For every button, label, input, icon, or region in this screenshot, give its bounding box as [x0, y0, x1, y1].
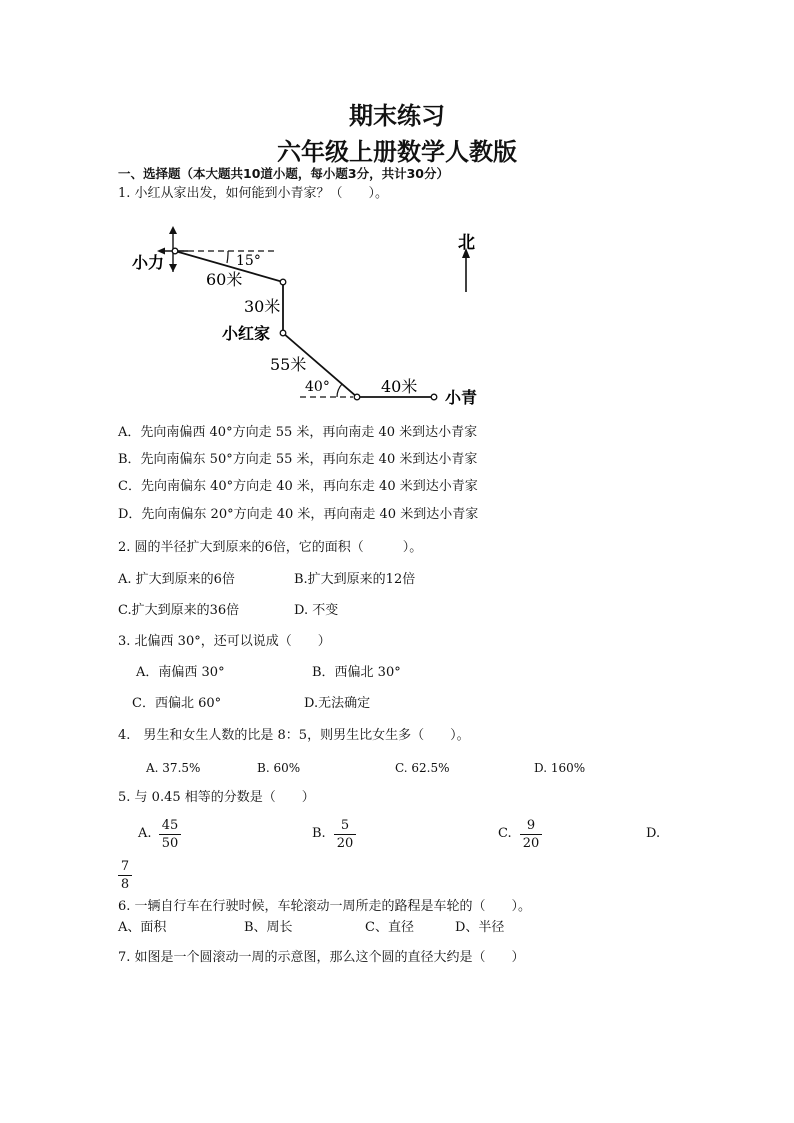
- xiaoli-up-arrowhead: [169, 226, 177, 234]
- angle-40-arc: [337, 384, 342, 397]
- q5-d-numerator: 7: [120, 859, 130, 874]
- q3-option-a: A．南偏西 30°: [136, 665, 225, 680]
- node-xiaoli: [172, 248, 178, 254]
- label-xiaoli: 小力: [132, 253, 165, 272]
- node-turn2: [354, 394, 360, 400]
- q6-option-c: C、直径: [365, 920, 414, 935]
- q6-option-a: A、面积: [118, 920, 167, 935]
- q4-option-a: A. 37.5%: [146, 761, 201, 775]
- q1-option-c: C．先向南偏东 40°方向走 40 米，再向东走 40 米到达小青家: [118, 479, 478, 494]
- q5-c-denominator: 20: [520, 834, 542, 852]
- q4-option-d: D. 160%: [534, 761, 586, 775]
- q1-stem: 1. 小红从家出发，如何能到小青家？（ ）。: [118, 186, 389, 201]
- q5-option-c-label: C.: [498, 826, 512, 841]
- q4-stem: 4. 男生和女生人数的比是 8：5，则男生比女生多（ ）。: [118, 728, 470, 743]
- q5-b-denominator: 20: [334, 834, 356, 852]
- page-title: 期末练习: [349, 102, 445, 130]
- node-xiaohong: [280, 330, 286, 336]
- q5-stem: 5. 与 0.45 相等的分数是（ ）: [118, 790, 315, 805]
- q5-fraction-b: [334, 817, 356, 852]
- angle-15-arc: [227, 251, 228, 263]
- q2-option-c: C.扩大到原来的36倍: [118, 603, 240, 618]
- q5-a-denominator: 50: [159, 834, 181, 852]
- q5-a-numerator: 45: [161, 818, 179, 833]
- label-seg-30: 30米: [244, 297, 281, 316]
- q3-option-b: B．西偏北 30°: [312, 665, 401, 680]
- q2-option-b: B.扩大到原来的12倍: [294, 572, 416, 587]
- q1-option-b: B．先向南偏东 50°方向走 55 米，再向东走 40 米到达小青家: [118, 452, 478, 467]
- label-seg-55: 55米: [270, 355, 307, 374]
- q5-b-numerator: 5: [340, 818, 350, 833]
- q2-option-a: A. 扩大到原来的6倍: [118, 572, 235, 587]
- q1-option-a: A．先向南偏西 40°方向走 55 米，再向南走 40 米到达小青家: [118, 425, 478, 440]
- q5-fraction-c: [520, 817, 542, 852]
- label-xiaohong: 小红家: [222, 324, 271, 343]
- q5-d-denominator: 8: [118, 875, 132, 893]
- section-header: 一、选择题（本大题共10道小题，每小题3分，共计30分）: [118, 166, 449, 181]
- label-seg-40: 40米: [381, 377, 418, 396]
- q5-option-a-label: A.: [138, 826, 152, 841]
- q3-option-d: D.无法确定: [304, 696, 371, 711]
- q5-fraction-a: [159, 817, 181, 852]
- q2-option-d: D. 不变: [294, 603, 339, 618]
- label-xiaoqing: 小青: [445, 388, 478, 407]
- q5-option-d-label: D.: [646, 826, 661, 841]
- xiaoli-down-arrowhead: [169, 264, 177, 272]
- q1-option-d: D．先向南偏东 20°方向走 40 米，再向南走 40 米到达小青家: [118, 507, 479, 522]
- q5-fraction-d: [118, 858, 132, 893]
- q5-option-b-label: B.: [312, 826, 326, 841]
- label-angle-15: 15°: [236, 253, 261, 269]
- q3-option-c: C．西偏北 60°: [132, 696, 222, 711]
- q6-option-d: D、半径: [455, 920, 505, 935]
- node-xiaoqing: [431, 394, 437, 400]
- q5-c-numerator: 9: [526, 818, 536, 833]
- q6-stem: 6. 一辆自行车在行驶时候，车轮滚动一周所走的路程是车轮的（ ）。: [118, 899, 532, 914]
- label-seg-60: 60米: [206, 270, 243, 289]
- q6-option-b: B、周长: [244, 920, 293, 935]
- page-subtitle: 六年级上册数学人教版: [277, 138, 517, 166]
- label-angle-40: 40°: [305, 379, 330, 395]
- node-turn: [280, 279, 286, 285]
- q1-route-diagram: [0, 220, 794, 410]
- q7-stem: 7. 如图是一个圆滚动一周的示意图，那么这个圆的直径大约是（ ）: [118, 950, 525, 965]
- q2-stem: 2. 圆的半径扩大到原来的6倍，它的面积（ ）。: [118, 540, 423, 555]
- q4-option-c: C. 62.5%: [395, 761, 450, 775]
- q3-stem: 3. 北偏西 30°，还可以说成（ ）: [118, 634, 331, 649]
- q4-option-b: B. 60%: [257, 761, 301, 775]
- label-north: 北: [458, 233, 475, 253]
